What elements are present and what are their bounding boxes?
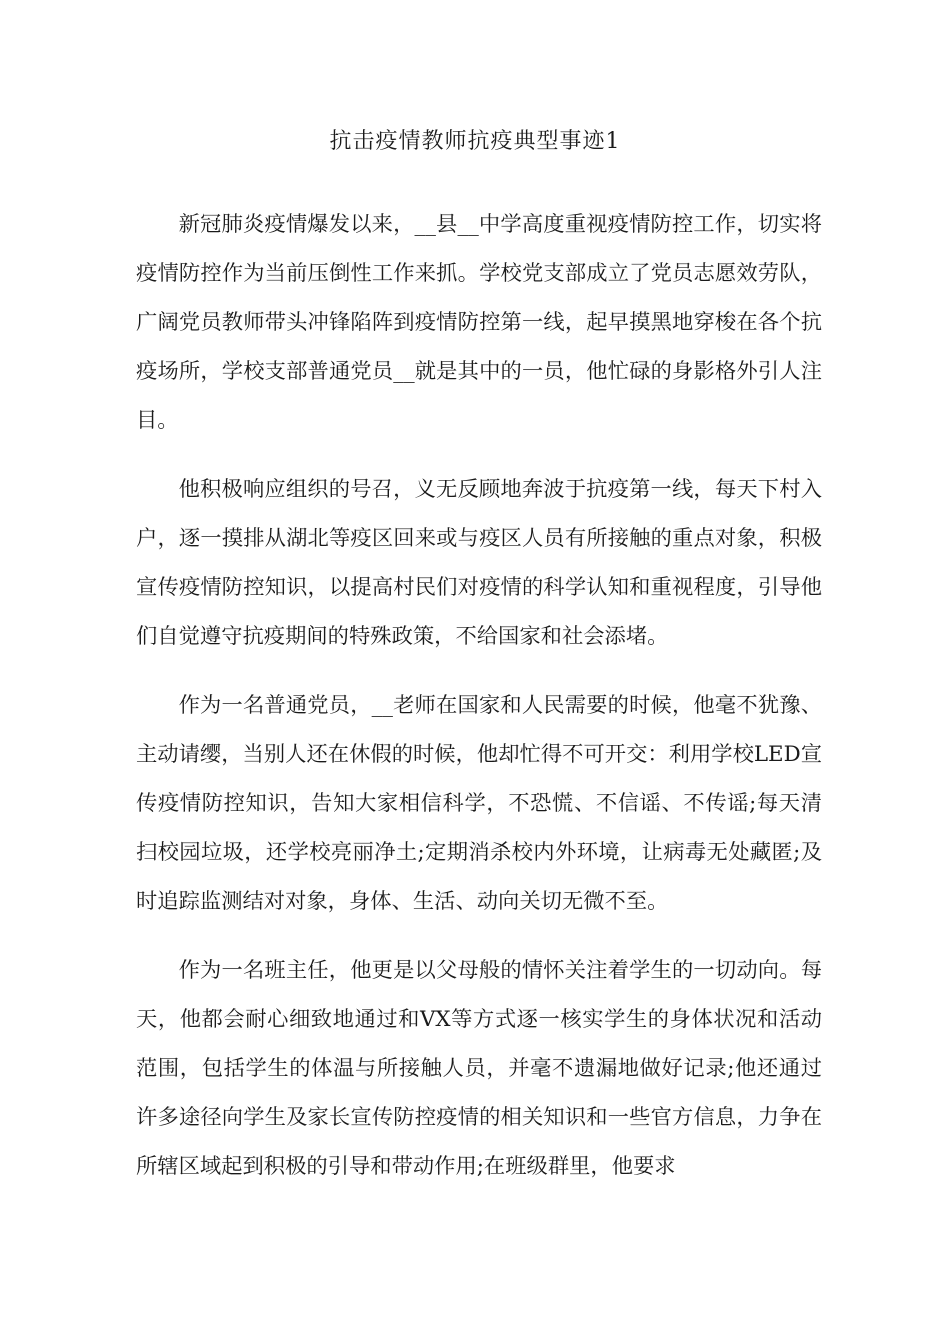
paragraph-2: 他积极响应组织的号召，义无反顾地奔波于抗疫第一线，每天下村入户，逐一摸排从湖北等疫区回来或与疫区人员有所接触的重点对象，积极宣传疫情防控知识，以提高村民们对疫情的科学认知和重视程度，引导他们自觉遵守抗疫期间的特殊政策，不给国家和社会添堵。 <box>136 477 822 649</box>
paragraph-3: 作为一名普通党员，__老师在国家和人民需要的时候，他毫不犹豫、主动请缨，当别人还在休假的时候，他却忙得不可开交：利用学校LED宣传疫情防控知识，告知大家相信科学，不恐慌、不信谣、不传谣;每天清扫校园垃圾，还学校亮丽净土;定期消杀校内外环境，让病毒无处藏匿;及时追踪监测结对对象，身体、生活、动向关切无微不至。 <box>136 693 822 914</box>
document-body <box>136 200 822 1211</box>
document-title: 抗击疫情教师抗疫典型事迹1 <box>329 129 621 154</box>
paragraph-1: 新冠肺炎疫情爆发以来，__县__中学高度重视疫情防控工作，切实将疫情防控作为当前压倒性工作来抓。学校党支部成立了党员志愿效劳队，广阔党员教师带头冲锋陷阵到疫情防控第一线，起早摸黑地穿梭在各个抗疫场所，学校支部普通党员__就是其中的一员，他忙碌的身影格外引人注目。 <box>136 212 822 433</box>
paragraph-4: 作为一名班主任，他更是以父母般的情怀关注着学生的一切动向。每天，他都会耐心细致地通过和VX等方式逐一核实学生的身体状况和活动范围，包括学生的体温与所接触人员，并毫不遗漏地做好记录;他还通过许多途径向学生及家长宣传防控疫情的相关知识和一些官方信息，力争在所辖区域起到积极的引导和带动作用;在班级群里，他要求 <box>136 958 822 1179</box>
